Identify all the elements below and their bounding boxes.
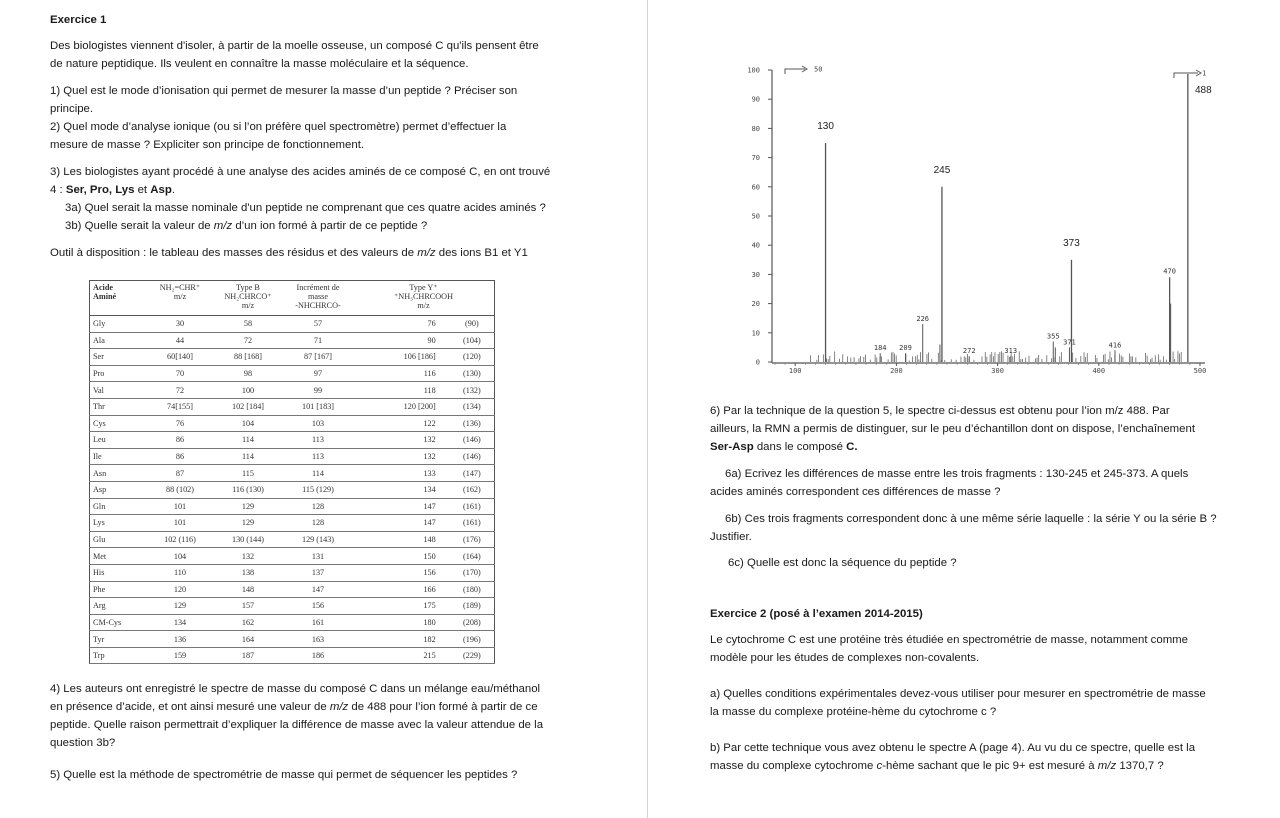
cell-type-y: 148 [353, 531, 450, 548]
cell-type-y-alt: (180) [450, 581, 495, 598]
chart-peaks [826, 74, 1188, 362]
cell-amino-acid: Cys [90, 415, 148, 432]
scale-marker-label-right: 1 [1202, 69, 1207, 78]
q4-pre: en présence d’acide, et ont ainsi mesuré une valeur de [50, 701, 330, 713]
major-peak-label: 130 [817, 121, 834, 132]
x-tick-label: 500 [1193, 367, 1207, 375]
cell-type-y: 118 [353, 382, 450, 399]
cell-increment: 156 [283, 598, 353, 615]
header-type-b: Type B NH₂CHRCO⁺ m/z [213, 281, 283, 316]
q6-line-2: ailleurs, la RMN a permis de distinguer, sur le peu d’échantillon dont on dispose, l’enchaînement [710, 423, 1196, 435]
cell-increment: 163 [283, 631, 353, 648]
cell-type-y: 150 [353, 548, 450, 565]
cell-immonium: 87 [147, 465, 213, 482]
q4-line-1: 4) Les auteurs ont enregistré le spectre de masse du composé C dans un mélange eau/méthanol [50, 683, 541, 695]
cell-immonium: 102 (116) [147, 531, 213, 548]
q4-line-4: question 3b? [50, 737, 116, 749]
q3b-pre: 3b) Quelle serait la valeur de [65, 220, 214, 232]
major-peak-label: 488 [1195, 85, 1212, 96]
q4-line-3: peptide. Quelle raison permettrait d’expliquer la différence de masse avec la valeur attendue de la [50, 719, 544, 731]
table-row [90, 614, 495, 631]
cell-type-y-alt: (162) [450, 481, 495, 498]
cell-type-y-alt: (130) [450, 365, 495, 382]
cell-type-y: 120 [200] [353, 398, 450, 415]
cell-type-b: 187 [213, 647, 283, 664]
q1-line-2: principe. [50, 103, 94, 115]
cell-increment: 113 [283, 432, 353, 449]
cell-increment: 97 [283, 365, 353, 382]
cell-increment: 129 (143) [283, 531, 353, 548]
q4-line-2 [50, 698, 538, 716]
cell-type-y: 147 [353, 515, 450, 532]
ex2-b-pre: masse du complexe cytochrome [710, 760, 877, 772]
q2-line-2: mesure de masse ? Expliciter son principe de fonctionnement. [50, 139, 365, 151]
major-peak-label: 245 [933, 164, 951, 176]
intro-line-1: Des biologistes viennent d'isoler, à partir de la moelle osseuse, un composé C qu'ils pensent être [50, 40, 539, 52]
y-tick-label: 10 [751, 329, 760, 338]
cell-type-y: 134 [353, 481, 450, 498]
cell-amino-acid: Thr [90, 398, 148, 415]
minor-peak-label: 226 [916, 315, 930, 324]
cell-type-y-alt: (104) [450, 332, 495, 349]
q3-mid: et [134, 184, 151, 196]
cell-type-y-alt: (134) [450, 398, 495, 415]
y-tick-label: 80 [751, 124, 760, 133]
cell-type-b: 148 [213, 581, 283, 598]
cell-increment: 103 [283, 415, 353, 432]
cell-type-y: 147 [353, 498, 450, 515]
cell-amino-acid: Gln [90, 498, 148, 515]
cell-type-y-alt: (147) [450, 465, 495, 482]
cell-increment: 57 [283, 316, 353, 333]
q3b-mz: m/z [213, 220, 233, 232]
x-tick-label: 100 [788, 367, 802, 375]
cell-increment: 137 [283, 564, 353, 581]
ex2-b-c: c [876, 760, 883, 772]
cell-type-b: 100 [213, 382, 283, 399]
cell-type-b: 72 [213, 332, 283, 349]
chart-labels [814, 66, 1212, 356]
ex2-b-line-2 [710, 757, 1164, 775]
table-row [90, 631, 495, 648]
cell-type-b: 98 [213, 365, 283, 382]
cell-amino-acid: Arg [90, 598, 148, 615]
y-tick-label: 60 [751, 183, 760, 192]
y-tick-label: 30 [751, 270, 760, 279]
cell-immonium: 86 [147, 432, 213, 449]
q6-compound: C. [846, 441, 858, 453]
q3a: 3a) Quel serait la masse nominale d'un peptide ne comprenant que ces quatre acides aminés ? [65, 202, 546, 214]
ex2-b-post: 1370,7 ? [1116, 760, 1164, 772]
minor-peak-label: 272 [962, 347, 976, 356]
cell-immonium: 44 [147, 332, 213, 349]
cell-type-b: 162 [213, 614, 283, 631]
ex2-intro-line-1: Le cytochrome C est une protéine très étudiée en spectrométrie de masse, notamment comme [710, 634, 1189, 646]
cell-increment: 115 (129) [283, 481, 353, 498]
cell-type-y: 122 [353, 415, 450, 432]
cell-type-b: 102 [184] [213, 398, 283, 415]
table-row [90, 548, 495, 565]
table-row [90, 581, 495, 598]
cell-type-y: 90 [353, 332, 450, 349]
table-row [90, 432, 495, 449]
exercise2-title: Exercice 2 (posé à l’examen 2014-2015) [710, 608, 923, 620]
cell-type-b: 114 [213, 432, 283, 449]
cell-type-b: 104 [213, 415, 283, 432]
cell-type-y-alt: (161) [450, 515, 495, 532]
cell-type-b: 132 [213, 548, 283, 565]
q6-mid: dans le composé [753, 441, 847, 453]
cell-immonium: 120 [147, 581, 213, 598]
minor-peak-label: 355 [1046, 332, 1060, 341]
q6b-line-2: Justifier. [710, 531, 752, 543]
cell-type-b: 129 [213, 498, 283, 515]
cell-type-y-alt: (170) [450, 564, 495, 581]
cell-amino-acid: Ser [90, 349, 148, 366]
cell-amino-acid: Pro [90, 365, 148, 382]
cell-amino-acid: Gly [90, 316, 148, 333]
ex2-intro-line-2: modèle pour les études de complexes non-covalents. [710, 652, 980, 664]
cell-type-y: 180 [353, 614, 450, 631]
cell-immonium: 30 [147, 316, 213, 333]
q6b-line-1: 6b) Ces trois fragments correspondent donc à une même série laquelle : la série Y ou la série B ? [725, 513, 1217, 525]
cell-increment: 113 [283, 448, 353, 465]
cell-increment: 114 [283, 465, 353, 482]
cell-type-y: 182 [353, 631, 450, 648]
table-row [90, 515, 495, 532]
cell-amino-acid: Lys [90, 515, 148, 532]
cell-type-y: 156 [353, 564, 450, 581]
cell-type-b: 138 [213, 564, 283, 581]
exercise1-title: Exercice 1 [50, 14, 107, 26]
cell-amino-acid: CM-Cys [90, 614, 148, 631]
cell-amino-acid: Tyr [90, 631, 148, 648]
chart-noise-peaks [810, 351, 1181, 362]
table-row [90, 481, 495, 498]
table-row [90, 647, 495, 664]
cell-type-y: 116 [353, 365, 450, 382]
q6a-line-1: 6a) Ecrivez les différences de masse entre les trois fragments : 130-245 et 245-373. A quels [725, 468, 1189, 480]
q3-prefix: 4 : [50, 184, 66, 196]
tool-pre: Outil à disposition : le tableau des masses des résidus et des valeurs de [50, 247, 418, 259]
cell-type-y: 166 [353, 581, 450, 598]
cell-immonium: 104 [147, 548, 213, 565]
table-row [90, 448, 495, 465]
x-tick-label: 300 [991, 367, 1004, 375]
cell-immonium: 110 [147, 564, 213, 581]
cell-type-y: 215 [353, 647, 450, 664]
y-tick-label: 0 [755, 358, 760, 367]
cell-immonium: 60[140] [147, 349, 213, 366]
cell-increment: 147 [283, 581, 353, 598]
cell-amino-acid: His [90, 564, 148, 581]
cell-type-b: 164 [213, 631, 283, 648]
cell-increment: 128 [283, 498, 353, 515]
table-row [90, 598, 495, 615]
cell-amino-acid: Asp [90, 481, 148, 498]
cell-immonium: 134 [147, 614, 213, 631]
q3-amino-list: Ser, Pro, Lys [65, 184, 135, 196]
cell-type-y-alt: (189) [450, 598, 495, 615]
cell-type-y-alt: (120) [450, 349, 495, 366]
cell-amino-acid: Met [90, 548, 148, 565]
cell-increment: 101 [183] [283, 398, 353, 415]
intro-line-2: de nature peptidique. Ils veulent en connaître la masse moléculaire et la séquence. [50, 58, 469, 70]
cell-type-y: 76 [353, 316, 450, 333]
cell-amino-acid: Asn [90, 465, 148, 482]
header-increment: Incrément de masse -NHCHRCO- [283, 281, 353, 316]
y-tick-label: 70 [751, 154, 760, 163]
table-row [90, 498, 495, 515]
header-type-y: Type Y⁺ ⁺NH₃CHRCOOH m/z [353, 281, 495, 316]
ex2-b-line-1: b) Par cette technique vous avez obtenu le spectre A (page 4). Au vu du ce spectre, quelle est la [710, 742, 1196, 754]
cell-type-b: 115 [213, 465, 283, 482]
cell-immonium: 76 [147, 415, 213, 432]
q3-line-1: 3) Les biologistes ayant procédé à une analyse des acides aminés de ce composé C, en ont trouvé [50, 166, 551, 178]
header-immonium: NH₂=CHR⁺ m/z [147, 281, 213, 316]
cell-amino-acid: Glu [90, 531, 148, 548]
table-row [90, 465, 495, 482]
cell-amino-acid: Ile [90, 448, 148, 465]
cell-type-b: 58 [213, 316, 283, 333]
y-tick-label: 50 [751, 212, 760, 221]
x-tick-label: 200 [890, 367, 903, 375]
q4-mz: m/z [329, 701, 349, 713]
cell-increment: 128 [283, 515, 353, 532]
tool-post: des ions B1 et Y1 [435, 247, 528, 259]
cell-immonium: 159 [147, 647, 213, 664]
cell-immonium: 86 [147, 448, 213, 465]
y-tick-label: 20 [751, 300, 760, 309]
cell-increment: 161 [283, 614, 353, 631]
cell-type-y: 175 [353, 598, 450, 615]
y-tick-label: 90 [751, 95, 760, 104]
cell-type-b: 114 [213, 448, 283, 465]
q1-line-1: 1) Quel est le mode d’ionisation qui permet de mesurer la masse d’un peptide ? Préciser son [50, 85, 518, 97]
cell-type-b: 116 (130) [213, 481, 283, 498]
q3b-post: d’un ion formé à partir de ce peptide ? [232, 220, 428, 232]
cell-type-y-alt: (146) [450, 448, 495, 465]
q3-end: . [171, 184, 175, 196]
cell-increment: 87 [167] [283, 349, 353, 366]
cell-immonium: 101 [147, 515, 213, 532]
cell-type-b: 130 (144) [213, 531, 283, 548]
major-peak-label: 373 [1063, 237, 1080, 249]
q5: 5) Quelle est la méthode de spectrométrie de masse qui permet de séquencer les peptides ? [50, 769, 518, 781]
ex2-a-line-2: la masse du complexe protéine-hème du cytochrome c ? [710, 706, 997, 718]
scale-marker-label: 50 [814, 65, 823, 74]
table-row [90, 398, 495, 415]
cell-type-y-alt: (208) [450, 614, 495, 631]
cell-immonium: 129 [147, 598, 213, 615]
cell-type-y: 132 [353, 448, 450, 465]
major-peak-label: 470 [1163, 267, 1176, 276]
cell-type-y-alt: (196) [450, 631, 495, 648]
minor-peak-label: 184 [873, 344, 887, 353]
ex2-a-line-1: a) Quelles conditions expérimentales devez-vous utiliser pour mesurer en spectrométrie de masse [710, 688, 1206, 700]
minor-peak-label: 416 [1108, 341, 1122, 350]
minor-peak-label: 313 [1004, 347, 1018, 356]
minor-peak-label: 209 [899, 344, 912, 353]
header-amino-acid: Acide Aminé [90, 281, 148, 316]
cell-type-y-alt: (176) [450, 531, 495, 548]
q6c: 6c) Quelle est donc la séquence du peptide ? [728, 557, 957, 569]
cell-type-y: 132 [353, 432, 450, 449]
cell-amino-acid: Val [90, 382, 148, 399]
cell-immonium: 70 [147, 365, 213, 382]
y-tick-label: 40 [751, 241, 760, 250]
table-row [90, 531, 495, 548]
cell-type-y-alt: (90) [450, 316, 495, 333]
cell-type-b: 157 [213, 598, 283, 615]
q6-ser-asp: Ser-Asp [710, 441, 754, 453]
minor-peak-label: 371 [1063, 338, 1076, 347]
chart-axes [747, 66, 1206, 375]
cell-increment: 186 [283, 647, 353, 664]
q6a-line-2: acides aminés correspondent ces différences de masse ? [710, 486, 1001, 498]
x-tick-label: 400 [1092, 367, 1106, 375]
cell-immonium: 72 [147, 382, 213, 399]
y-tick-label: 100 [747, 66, 760, 75]
cell-immonium: 101 [147, 498, 213, 515]
table-row [90, 564, 495, 581]
cell-increment: 131 [283, 548, 353, 565]
cell-type-y-alt: (146) [450, 432, 495, 449]
tool-mz: m/z [417, 247, 436, 259]
cell-type-b: 129 [213, 515, 283, 532]
cell-type-y: 133 [353, 465, 450, 482]
cell-type-y: 106 [186] [353, 349, 450, 366]
q6-line-3 [710, 438, 858, 456]
cell-type-y-alt: (229) [450, 647, 495, 664]
cell-type-y-alt: (132) [450, 382, 495, 399]
cell-amino-acid: Leu [90, 432, 148, 449]
ms-ms-spectrum-chart [0, 0, 1280, 400]
ex2-b-mid: -hème sachant que le pic 9+ est mesuré à [882, 760, 1098, 772]
cell-increment: 71 [283, 332, 353, 349]
ex2-b-mz: m/z [1097, 760, 1117, 772]
q6-line-1: 6) Par la technique de la question 5, le spectre ci-dessus est obtenu pour l’ion m/z 488. Par [710, 405, 1170, 417]
q2-line-1: 2) Quel mode d’analyse ionique (ou si l’on préfère quel spectromètre) permet d’effectuer la [50, 121, 507, 133]
cell-type-y-alt: (136) [450, 415, 495, 432]
cell-increment: 99 [283, 382, 353, 399]
cell-amino-acid: Phe [90, 581, 148, 598]
cell-immonium: 88 (102) [147, 481, 213, 498]
scale-marker-arrow-right [1174, 73, 1198, 78]
cell-type-b: 88 [168] [213, 349, 283, 366]
cell-immonium: 136 [147, 631, 213, 648]
cell-amino-acid: Ala [90, 332, 148, 349]
cell-type-y-alt: (164) [450, 548, 495, 565]
table-row [90, 415, 495, 432]
cell-immonium: 74[155] [147, 398, 213, 415]
cell-amino-acid: Trp [90, 647, 148, 664]
cell-type-y-alt: (161) [450, 498, 495, 515]
q3-asp: Asp [150, 184, 172, 196]
q4-post: de 488 pour l’ion formé à partir de ce [348, 701, 538, 713]
